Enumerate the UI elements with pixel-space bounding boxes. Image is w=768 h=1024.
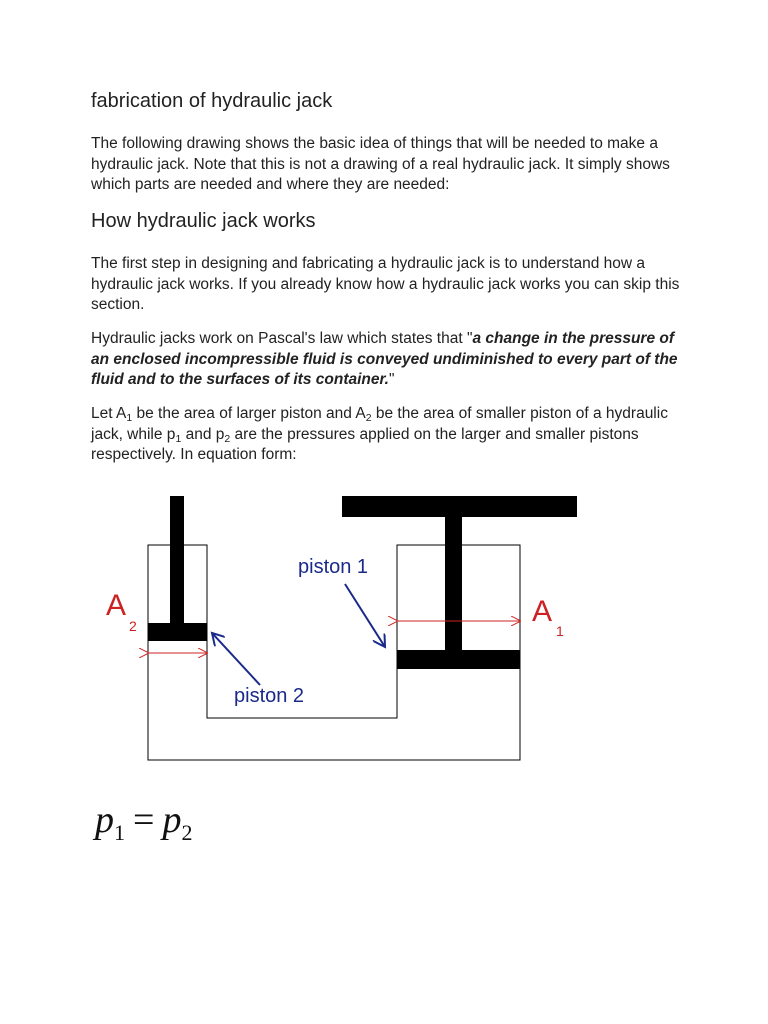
area-a2-label: A: [106, 589, 127, 622]
pascal-lead: Hydraulic jacks work on Pascal's law which states that ": [91, 330, 473, 347]
large-piston-rod: [445, 517, 462, 650]
piston-2-label: piston 2: [234, 685, 305, 707]
large-piston-head: [397, 650, 520, 669]
equation-lhs-sub: 1: [114, 820, 125, 845]
equation-operator: =: [133, 799, 155, 841]
hydraulic-jack-diagram: [100, 490, 600, 770]
areas-sub-4: 2: [224, 432, 231, 445]
area-a1-label: A: [532, 595, 553, 628]
areas-text-5: are the pressures applied on the larger and smaller pistons respectively. In equation form:: [91, 425, 639, 463]
areas-text-2: be the area of larger piston and A: [132, 405, 366, 422]
areas-sub-2: 2: [365, 412, 372, 424]
areas-text-3: be the area of smaller piston of a hydraulic jack, while p: [91, 405, 668, 443]
small-piston-head: [148, 623, 207, 641]
pascal-tail: ": [389, 371, 395, 388]
pressure-equation: [95, 798, 193, 845]
page-title: fabrication of hydraulic jack: [91, 90, 333, 112]
area-a1-subscript: 1: [556, 623, 564, 639]
small-piston-rod: [170, 496, 184, 623]
piston-1-label: piston 1: [298, 556, 369, 578]
equation-rhs-sub: 2: [181, 820, 193, 845]
piston-2-pointer: [212, 633, 260, 685]
large-piston-top-plate: [342, 496, 577, 517]
piston-1-pointer: [345, 584, 385, 647]
intro-paragraph: The following drawing shows the basic idea of things that will be needed to make a hydraulic jack. Note that this is not a drawing of a real hydraulic jack. It simply shows which parts are needed and where they are needed:: [91, 135, 670, 193]
areas-text-4: and p: [181, 425, 225, 443]
areas-sub-1: 1: [126, 412, 133, 424]
equation-lhs: p: [95, 799, 114, 841]
first-step-paragraph: The first step in designing and fabricating a hydraulic jack is to understand how a hydraulic jack works. If you already know how a hydraulic jack works you can skip this section.: [91, 255, 680, 313]
pascal-law-paragraph: [91, 329, 691, 391]
areas-sub-3: 1: [175, 432, 182, 445]
area-definition-paragraph: [91, 404, 691, 466]
areas-text-1: Let A: [91, 405, 127, 422]
area-a2-subscript: 2: [129, 618, 137, 634]
pascal-quote: a change in the pressure of an enclosed incompressible fluid is conveyed undiminished to every part of the fluid and to the surfaces of its container.: [91, 330, 678, 388]
equation-rhs: p: [162, 799, 182, 841]
section-heading: How hydraulic jack works: [91, 210, 316, 232]
